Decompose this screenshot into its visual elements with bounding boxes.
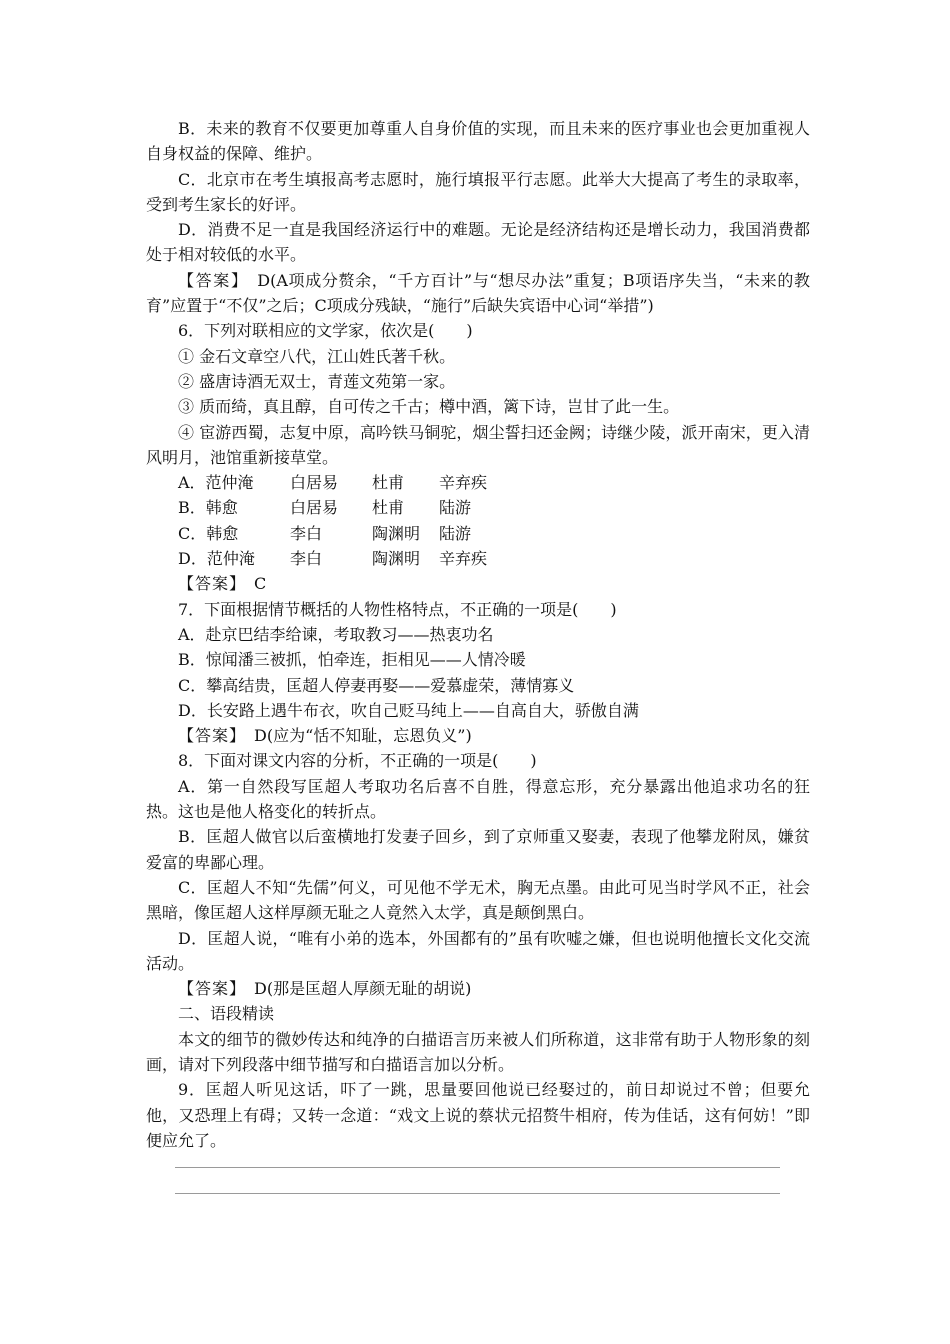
- answer-label: 【答案】: [178, 726, 239, 746]
- question6-stem: 6．下列对联相应的文学家，依次是( ): [178, 321, 473, 341]
- question8-option-b: B．匡超人做官以后蛮横地打发妻子回乡，到了京师重又娶妻，表现了他攀龙附凤，嫌贫爱富的卑鄙心理。: [146, 827, 810, 872]
- answer-blank-line[interactable]: [175, 1193, 780, 1194]
- question5-option-c: C．北京市在考生填报高考志愿时，施行填报平行志愿。此举大大提高了考生的录取率，受到考生家长的好评。: [146, 169, 810, 214]
- question6-option-c: C．韩愈 李白 陶渊明 陆游: [178, 523, 472, 543]
- question7-option-b: B．惊闻潘三被抓，怕牵连，拒相见——人情冷暖: [178, 650, 526, 670]
- answer-text: D(A项成分赘余，“千方百计”与“想尽办法”重复；B项语序失当，“未来的教育”应置于“不仅”之后；C项成分残缺，“施行”后缺失宾语中心词“举措”): [146, 270, 810, 316]
- couplet-2: ② 盛唐诗酒无双士，青莲文苑第一家。: [178, 371, 456, 391]
- question8-stem: 8．下面对课文内容的分析，不正确的一项是( ): [178, 751, 537, 771]
- question7-answer: [146, 723, 810, 748]
- question8-answer: [146, 976, 810, 1001]
- question6-answer: [146, 571, 810, 596]
- question7-stem: 7．下面根据情节概括的人物性格特点，不正确的一项是( ): [178, 599, 617, 619]
- question7-option-c: C．攀高结贵，匡超人停妻再娶——爱慕虚荣，薄情寡义: [178, 675, 575, 695]
- question6-option-b: B．韩愈 白居易 杜甫 陆游: [178, 498, 472, 518]
- question5-option-d: D．消费不足一直是我国经济运行中的难题。无论是经济结构还是增长动力，我国消费都处于相对较低的水平。: [146, 220, 810, 265]
- question8-option-c: C．匡超人不知“先儒”何义，可见他不学无术，胸无点墨。由此可见当时学风不正，社会黑暗，像匡超人这样厚颜无耻之人竟然入太学，真是颠倒黑白。: [146, 877, 810, 923]
- question8-option-d: D．匡超人说，“唯有小弟的选本，外国都有的”虽有吹嘘之嫌，但也说明他擅长文化交流活动。: [146, 928, 810, 973]
- document-body: [146, 116, 810, 1153]
- answer-label: 【答案】: [178, 979, 239, 999]
- question7-option-a: A．赴京巴结李给谏，考取教习——热衷功名: [178, 624, 494, 644]
- question8-option-a: A．第一自然段写匡超人考取功名后喜不自胜，得意忘形，充分暴露出他追求功名的狂热。这也是他人格变化的转折点。: [146, 776, 810, 822]
- answer-blank-line[interactable]: [175, 1167, 780, 1168]
- question6-option-a: A．范仲淹 白居易 杜甫 辛弃疾: [178, 473, 488, 493]
- question7-option-d: D．长安路上遇牛布衣，吹自己贬马纯上——自高自大，骄傲自满: [178, 700, 639, 720]
- answer-text: D(应为“恬不知耻，忘恩负义”): [254, 726, 472, 746]
- answer-label: 【答案】: [178, 574, 239, 594]
- question5-option-b: B．未来的教育不仅要更加尊重人自身价值的实现，而且未来的医疗事业也会更加重视人自身权益的保障、维护。: [146, 119, 810, 164]
- answer-text: D(那是匡超人厚颜无耻的胡说): [254, 979, 472, 999]
- couplet-3: ③ 质而绮，真且醇，自可传之千古；樽中酒，篱下诗，岂甘了此一生。: [178, 397, 680, 417]
- question9-text: 9．匡超人听见这话，吓了一跳，思量要回他说已经娶过的，前日却说过不曾；但要允他，又恐理上有碍；又转一念道：“戏文上说的蔡状元招赘牛相府，传为佳话，这有何妨！”即便应允了。: [146, 1080, 810, 1150]
- couplet-4: ④ 宦游西蜀，志复中原，高吟铁马铜驼，烟尘誓扫还金阙；诗继少陵，派开南宋，更入清风明月，池馆重新接草堂。: [146, 422, 810, 467]
- section-intro: 本文的细节的微妙传达和纯净的白描语言历来被人们所称道，这非常有助于人物形象的刻画，请对下列段落中细节描写和白描语言加以分析。: [146, 1029, 810, 1074]
- question5-answer: [146, 268, 810, 319]
- couplet-1: ① 金石文章空八代，江山姓氏著千秋。: [178, 346, 456, 366]
- question6-option-d: D．范仲淹 李白 陶渊明 辛弃疾: [178, 549, 488, 569]
- section-heading: 二、语段精读: [178, 1004, 275, 1024]
- answer-label: 【答案】: [178, 270, 241, 290]
- answer-text: C: [254, 574, 267, 594]
- answer-blank-lines: [175, 1167, 780, 1219]
